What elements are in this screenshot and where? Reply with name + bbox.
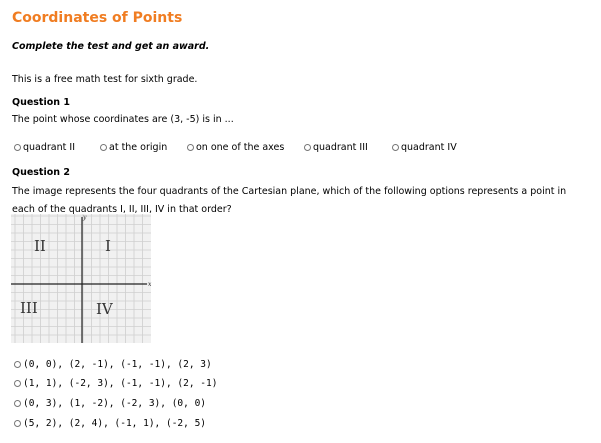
question-2-text: The image represents the four quadrants of the Cartesian plane, which of the following options represents a point in each of the quadrants I, II, III, IV in that order? xyxy=(12,186,567,215)
q1-option-3[interactable] xyxy=(187,142,284,153)
radio-button[interactable] xyxy=(14,380,21,387)
q2-option-3-label: (0, 3), (1, -2), (-2, 3), (0, 0) xyxy=(23,398,207,409)
q1-option-4[interactable] xyxy=(304,142,368,153)
q2-option-1[interactable] xyxy=(14,359,212,370)
radio-button[interactable] xyxy=(14,144,21,151)
quadrant-2-label: II xyxy=(34,237,46,255)
x-axis-label: x xyxy=(148,281,152,288)
q1-option-3-label: on one of the axes xyxy=(196,142,285,153)
radio-button[interactable] xyxy=(14,420,21,427)
question-2-heading: Question 2 xyxy=(12,167,70,178)
q1-option-2-label: at the origin xyxy=(109,142,168,153)
q1-option-5[interactable] xyxy=(392,142,457,153)
q2-option-1-label: (0, 0), (2, -1), (-1, -1), (2, 3) xyxy=(23,359,212,370)
radio-button[interactable] xyxy=(392,144,399,151)
question-1-text: The point whose coordinates are (3, -5) is in ... xyxy=(12,114,234,125)
q1-option-4-label: quadrant III xyxy=(313,142,368,153)
q2-option-2-label: (1, 1), (-2, 3), (-1, -1), (2, -1) xyxy=(23,378,218,389)
q1-option-1[interactable] xyxy=(14,142,75,153)
q2-option-3[interactable] xyxy=(14,398,206,409)
quadrant-3-label: III xyxy=(20,299,38,317)
intro-text: This is a free math test for sixth grade. xyxy=(12,74,198,85)
quadrant-1-label: I xyxy=(105,237,111,255)
y-axis-label: y xyxy=(83,214,87,221)
question-1-heading: Question 1 xyxy=(12,97,70,108)
radio-button[interactable] xyxy=(187,144,194,151)
q1-option-5-label: quadrant IV xyxy=(401,142,457,153)
radio-button[interactable] xyxy=(14,361,21,368)
cartesian-plane-image xyxy=(11,214,151,343)
q2-option-4-label: (5, 2), (2, 4), (-1, 1), (-2, 5) xyxy=(23,418,207,429)
page-subtitle: Complete the test and get an award. xyxy=(12,41,210,52)
q2-option-4[interactable] xyxy=(14,418,206,429)
q2-option-2[interactable] xyxy=(14,378,217,389)
q1-option-1-label: quadrant II xyxy=(23,142,75,153)
page-title: Coordinates of Points xyxy=(12,10,183,26)
radio-button[interactable] xyxy=(14,400,21,407)
quadrant-4-label: IV xyxy=(96,300,113,318)
radio-button[interactable] xyxy=(100,144,107,151)
radio-button[interactable] xyxy=(304,144,311,151)
q1-option-2[interactable] xyxy=(100,142,167,153)
